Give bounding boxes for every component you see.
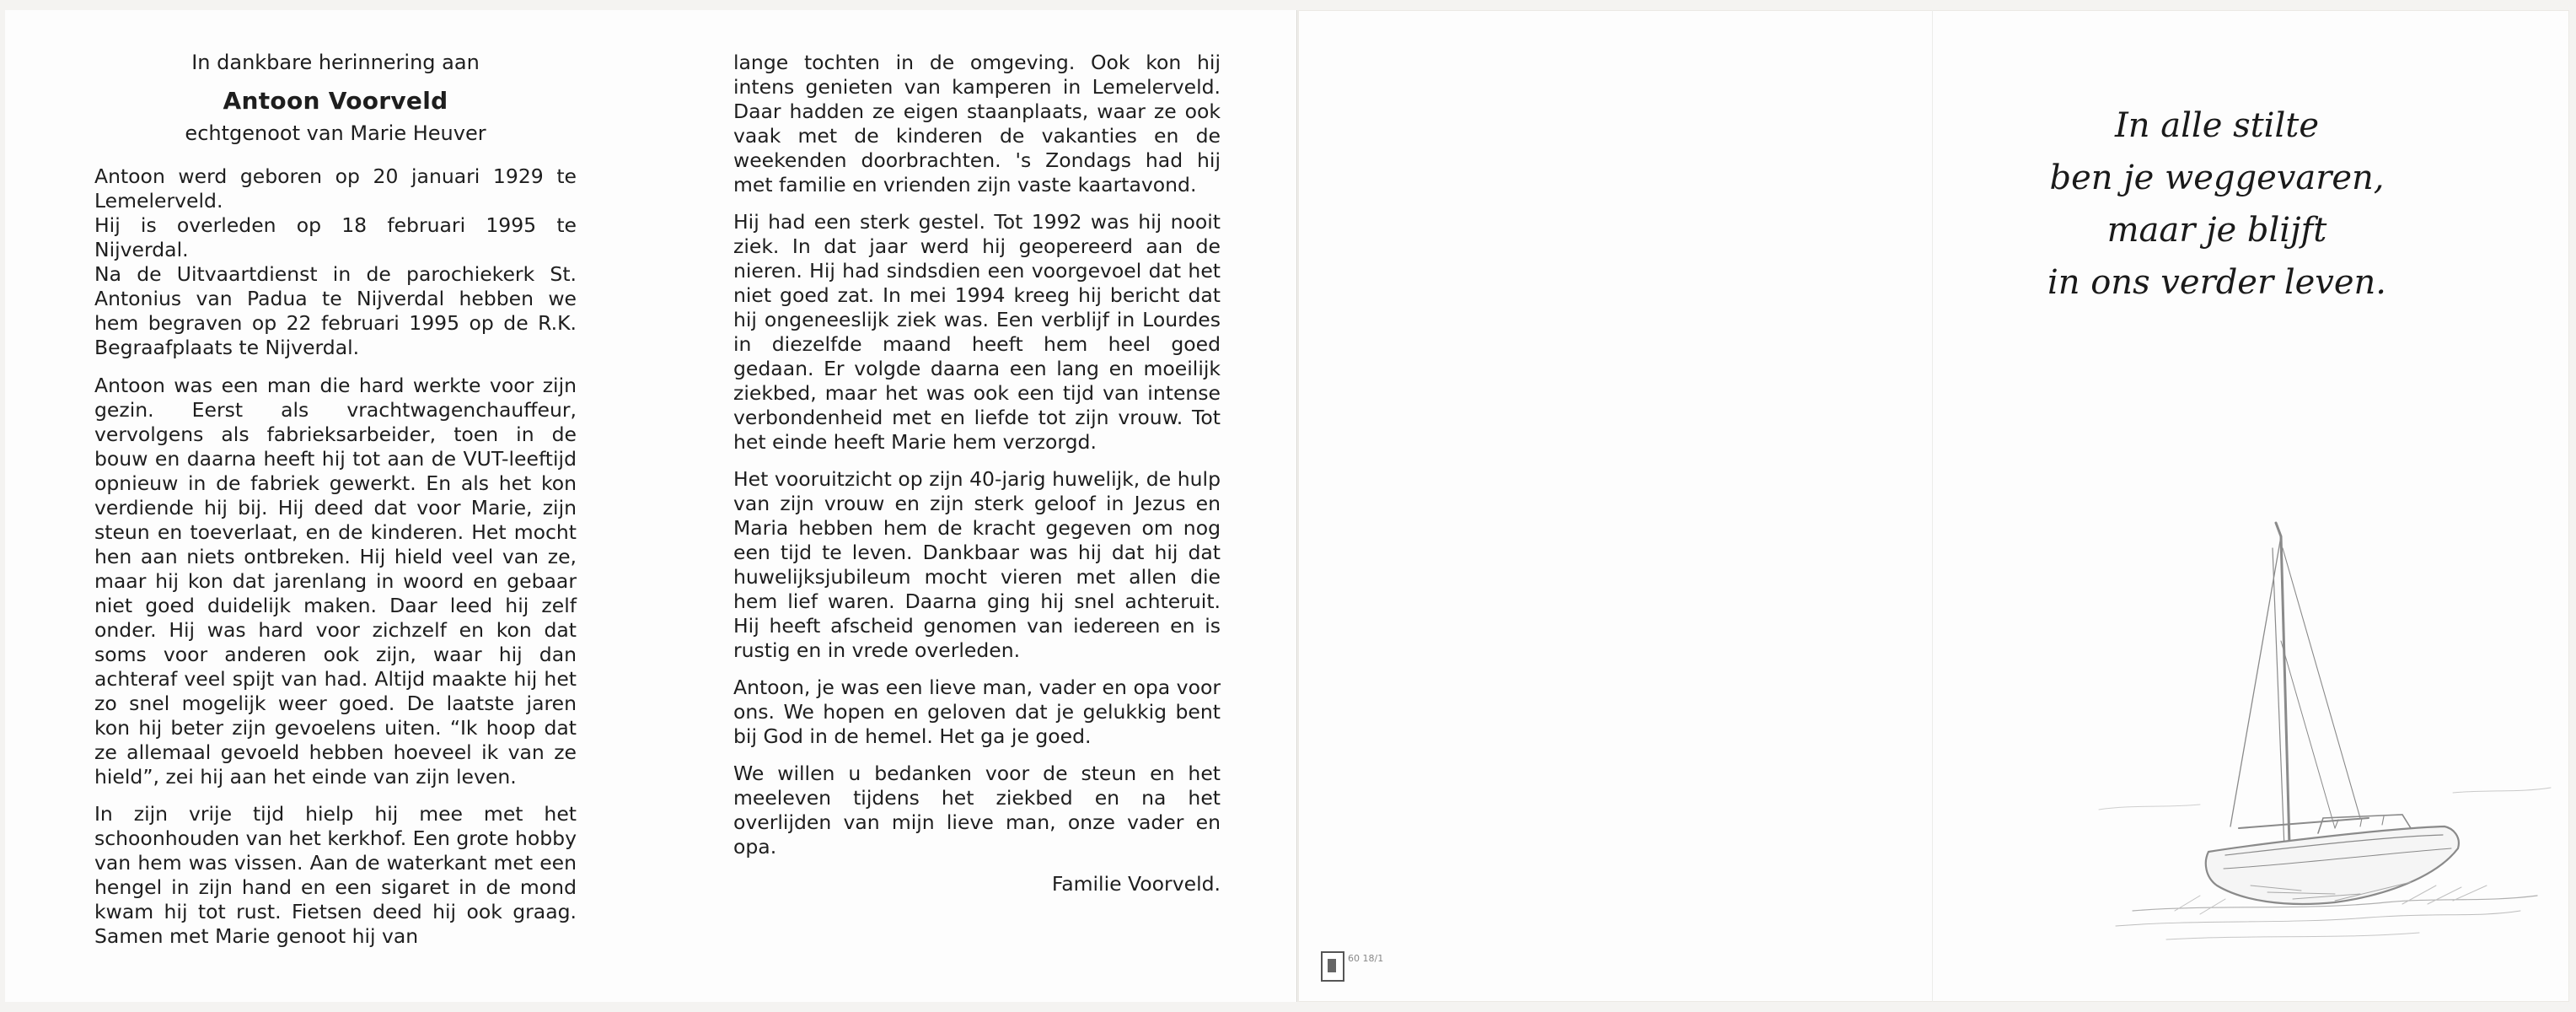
sailboat-icon [2082, 514, 2554, 953]
fold-line [1932, 10, 1933, 1002]
spouse-line: echtgenoot van Marie Heuver [185, 121, 486, 145]
biography-paragraph: Antoon werd geboren op 20 januari 1929 te Lemelerveld. Hij is overleden op 18 februari 1995 te Nijverdal. Na de Uitvaartdienst in de parochiekerk St. Antonius van Padua te Nijverdal hebben we hem begraven op 22 februari 1995 op de R.K. Begraafplaats te Nijverdal. [94, 164, 577, 359]
poem-line: maar je blijft [2106, 211, 2327, 250]
biography-paragraph: lange tochten in de omgeving. Ook kon hij intens genieten van kamperen in Lemelerveld. Daar hadden ze eigen staanplaats, waar ze ook vaak met de kinderen de vakanties en de weekenden doorbrachten. 's Zondags had hij met familie en vrienden zijn vaste kaartavond. [733, 51, 1221, 196]
printer-code: 60 18/1 [1348, 953, 1384, 964]
text-column-left [94, 51, 577, 961]
biography-paragraph: Hij had een sterk gestel. Tot 1992 was hij nooit ziek. In dat jaar werd hij geopereerd aan de nieren. Hij had sindsdien een voorgevoel dat het niet goed zat. In mei 1994 kreeg hij bericht dat hij ongeneeslijk ziek was. Een verblijf in Lourdes in diezelfde maand heeft hem heel goed gedaan. Er volgde daarna een lang en moeilijk ziekbed, maar het was ook een tijd van intense verbondenheid met en liefde tot zijn vrouw. Tot het einde heeft Marie hem verzorgd. [733, 210, 1221, 454]
biography-paragraph: Antoon, je was een lieve man, vader en opa voor ons. We hopen en geloven dat je gelukkig bent bij God in de hemel. Het ga je goed. [733, 676, 1221, 748]
printer-mark [1321, 950, 1473, 987]
poem-line: In alle stilte [2114, 106, 2320, 145]
biography-paragraph: Antoon was een man die hard werkte voor zijn gezin. Eerst als vrachtwagenchauffeur, vervolgens als fabrieksarbeider, toen in de bouw en daarna heeft hij tot aan de VUT-leeftijd opnieuw in de fabriek gewerkt. En als het kon verdiende hij bij. Hij deed dat voor Marie, zijn steun en toeverlaat, en de kinderen. Het mocht hen aan niets ontbreken. Hij hield veel van ze, maar hij kon dat jarenlang in woord en gebaar niet goed duidelijk maken. Daar leed hij zelf onder. Hij was hard voor zichzelf en kon dat soms voor anderen ook zijn, waar hij dan achteraf veel spijt van had. Altijd maakte hij het zo snel mogelijk weer goed. De laatste jaren kon hij beter zijn gevoelens uiten. “Ik hoop dat ze allemaal gevoeld hebben hoeveel ik van ze hield”, zei hij aan het einde van zijn leven. [94, 374, 577, 789]
thanks-paragraph: We willen u bedanken voor de steun en het meeleven tijdens het ziekbed en na het overlijden van mijn lieve man, onze vader en opa. [733, 762, 1221, 859]
intro-heading: In dankbare herinnering aan [191, 51, 480, 74]
family-signature: Familie Voorveld. [1051, 872, 1221, 896]
printer-logo-icon [1321, 951, 1344, 982]
text-column-middle [733, 51, 1221, 896]
cover-poem [2040, 100, 2394, 309]
poem-line: in ons verder leven. [2047, 263, 2387, 302]
biography-paragraph: In zijn vrije tijd hielp hij mee met het schoonhouden van het kerkhof. Een grote hobby van hem was vissen. Aan de waterkant met een hengel in zijn hand en een sigaret in de mond kwam hij tot rust. Fietsen deed hij ook graag. Samen met Marie genoot hij van [94, 802, 577, 948]
biography-paragraph: Het vooruitzicht op zijn 40-jarig huwelijk, de hulp van zijn vrouw en zijn sterk geloof in Jezus en Maria hebben hem de kracht gegeven om nog een tijd te leven. Dankbaar was hij dat hij dat huwelijksjubileum mocht vieren met allen die hem lief waren. Daarna ging hij snel achteruit. Hij heeft afscheid genomen van iedereen en is rustig en in vrede overleden. [733, 467, 1221, 662]
deceased-name: Antoon Voorveld [223, 87, 448, 115]
poem-line: ben je weggevaren, [2049, 159, 2385, 197]
